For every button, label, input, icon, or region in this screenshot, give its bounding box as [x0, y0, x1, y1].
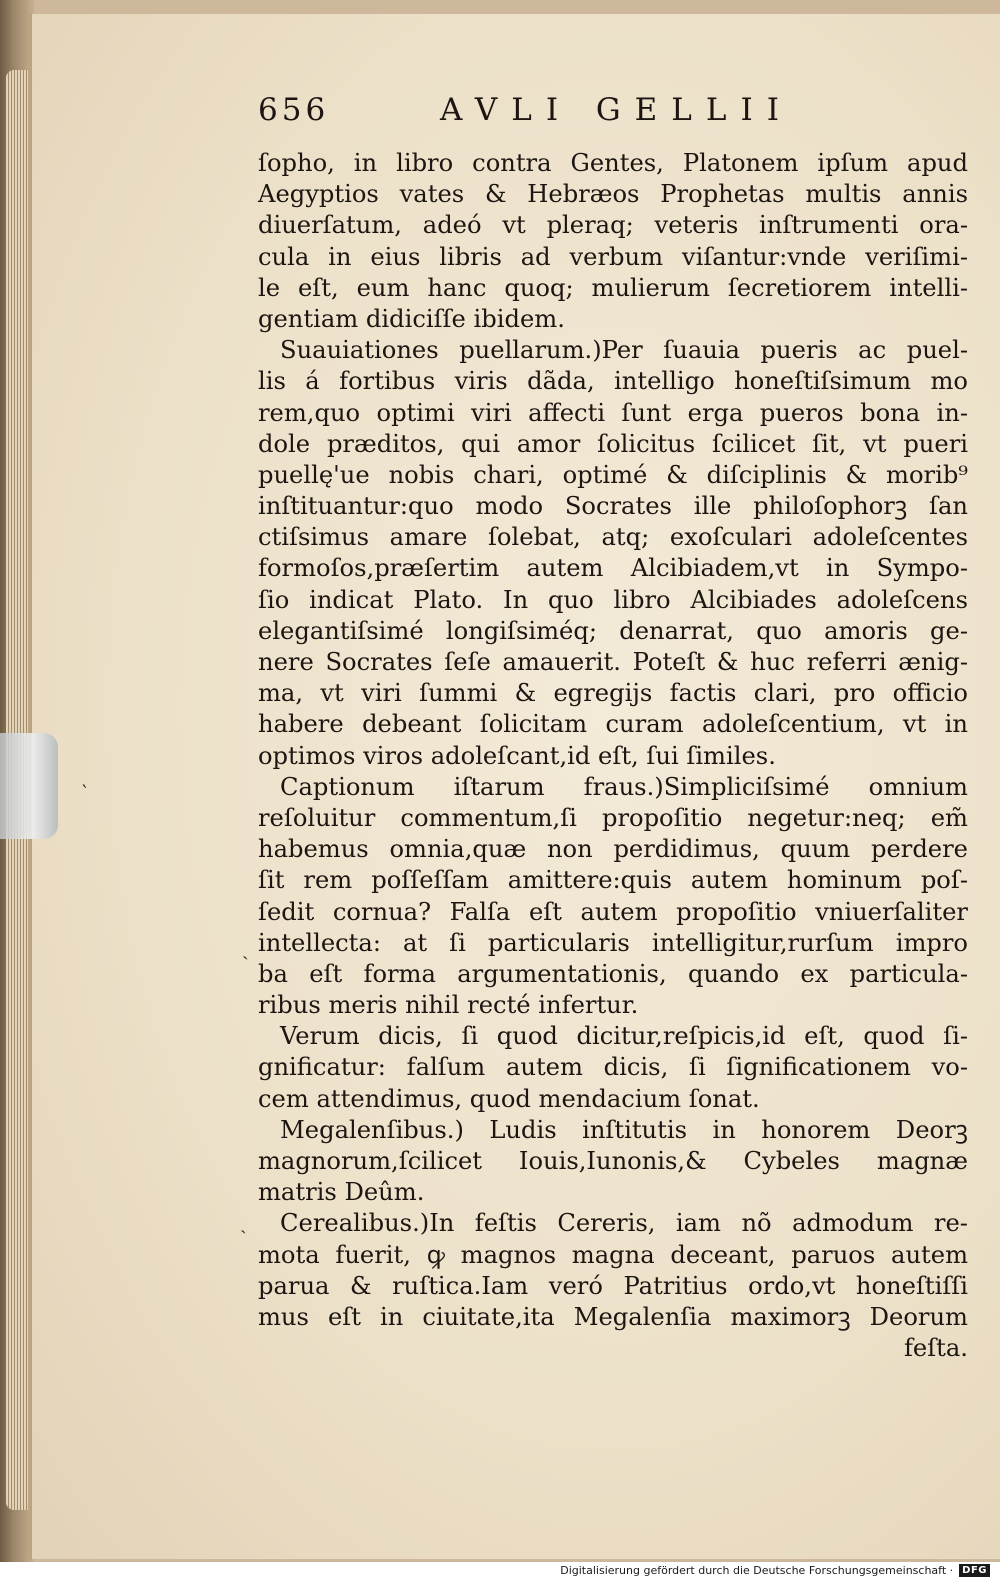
text-line: optimos viros adoleſcant,id eſt, ſui ſimiles.	[258, 741, 776, 770]
text-line: puellę'ue nobis chari, optimé & diſciplinis & morib⁹	[258, 460, 968, 489]
digitization-footer	[560, 1562, 990, 1579]
text-line: matris Deûm.	[258, 1178, 425, 1207]
margin-mark: ˎ	[240, 1210, 247, 1234]
text-line: diuerſatum, adeó vt pleraq; veteris inſtrumenti ora-	[258, 211, 968, 240]
text-line: cula in eius libris ad verbum viſantur:vnde veriſimi-	[258, 242, 968, 271]
text-line: le eſt, eum hanc quoq; mulierum ſecretiorem intelli-	[258, 273, 968, 302]
text-line: magnorum,ſcilicet Iouis,Iunonis,& Cybeles magnæ	[258, 1147, 968, 1175]
text-line: inſtituantur:quo modo Socrates ille philoſophorꝫ ſan	[258, 492, 968, 521]
page-number: 656	[258, 92, 330, 128]
text-line: ba eſt forma argumentationis, quando ex particula-	[258, 959, 968, 988]
text-line: formoſos,præſertim autem Alcibiadem,vt in Sympo-	[258, 554, 968, 583]
text-line: gentiam didiciſſe ibidem.	[258, 304, 565, 333]
text-line: parua & ruſtica.Iam veró Patritius ordo,vt honeſtiſſi	[258, 1271, 968, 1300]
margin-mark: ˎ	[242, 936, 249, 960]
text-line: reſoluitur commentum,ſi propoſitio negetur:neq; em̃	[258, 803, 968, 832]
page-header	[258, 92, 968, 148]
text-line: rem,quo optimi viri affecti ſunt erga pueros bona in-	[258, 398, 968, 427]
text-line: Aegyptios vates & Hebræos Prophetas multis annis	[258, 180, 968, 209]
text-line: dole præditos, qui amor ſolicitus ſcilicet ſit, vt pueri	[258, 429, 968, 458]
text-line: intellecta: at ſi particularis intelligitur,rurſum impro	[258, 928, 968, 957]
text-line: mus eſt in ciuitate,ita Megalenſia maximorꝫ Deorum	[258, 1302, 968, 1331]
text-line: lis á fortibus viris dãda, intelligo honeſtiſsimum mo	[258, 367, 968, 396]
text-line: nere Socrates ſeſe amauerit. Poteſt & huc referri ænig-	[258, 648, 968, 676]
dfg-logo: DFG	[959, 1564, 990, 1577]
page-text	[258, 92, 968, 1364]
text-line: mota fuerit, ꝙ magnos magna deceant, paruos autem	[258, 1240, 968, 1269]
text-line: Captionum iſtarum fraus.)Simpliciſsimé omnium	[280, 772, 968, 801]
text-line: Verum dicis, ſi quod dicitur,reſpicis,id eſt, quod ſi-	[280, 1022, 968, 1051]
text-line: habere debeant ſolicitam curam adoleſcentium, vt in	[258, 710, 968, 739]
text-line: ma, vt viri ſummi & egregijs factis clari, pro officio	[258, 679, 968, 708]
text-line: ſio indicat Plato. In quo libro Alcibiades adoleſcens	[258, 585, 968, 614]
text-line: Suauiationes puellarum.)Per ſuauia pueris ac puel-	[280, 336, 968, 365]
text-line: ſopho, in libro contra Gentes, Platonem ipſum apud	[258, 149, 968, 177]
catchword: feſta.	[903, 1334, 968, 1363]
text-line: ſit rem poſſeſſam amittere:quis autem hominum poſ-	[258, 866, 968, 895]
text-line: ribus meris nihil recté infertur.	[258, 991, 639, 1020]
text-line: ſedit cornua? Falſa eſt autem propoſitio vniuerſaliter	[258, 897, 968, 926]
page-clip	[0, 733, 58, 839]
text-line: cem attendimus, quod mendacium ſonat.	[258, 1084, 760, 1113]
text-line: gnificatur: falſum autem dicis, ſi ſignificationem vo-	[258, 1053, 968, 1082]
text-line: Megalenſibus.) Ludis inſtitutis in honorem Deorꝫ	[280, 1115, 968, 1144]
text-line: habemus omnia,quæ non perdidimus, quum perdere	[258, 835, 968, 864]
margin-mark: ‵	[82, 780, 87, 804]
text-line: Cerealibus.)In feſtis Cereris, iam nõ admodum re-	[280, 1209, 968, 1238]
text-line: elegantiſsimé longiſsiméq; denarrat, quo amoris ge-	[258, 616, 968, 645]
funding-credit: Digitalisierung gefördert durch die Deutsche Forschungsgemeinschaft ·	[560, 1564, 954, 1577]
running-title: AVLI GELLII	[440, 92, 793, 128]
text-line: ctiſsimus amare ſolebat, atq; exoſculari adoleſcentes	[258, 523, 968, 552]
